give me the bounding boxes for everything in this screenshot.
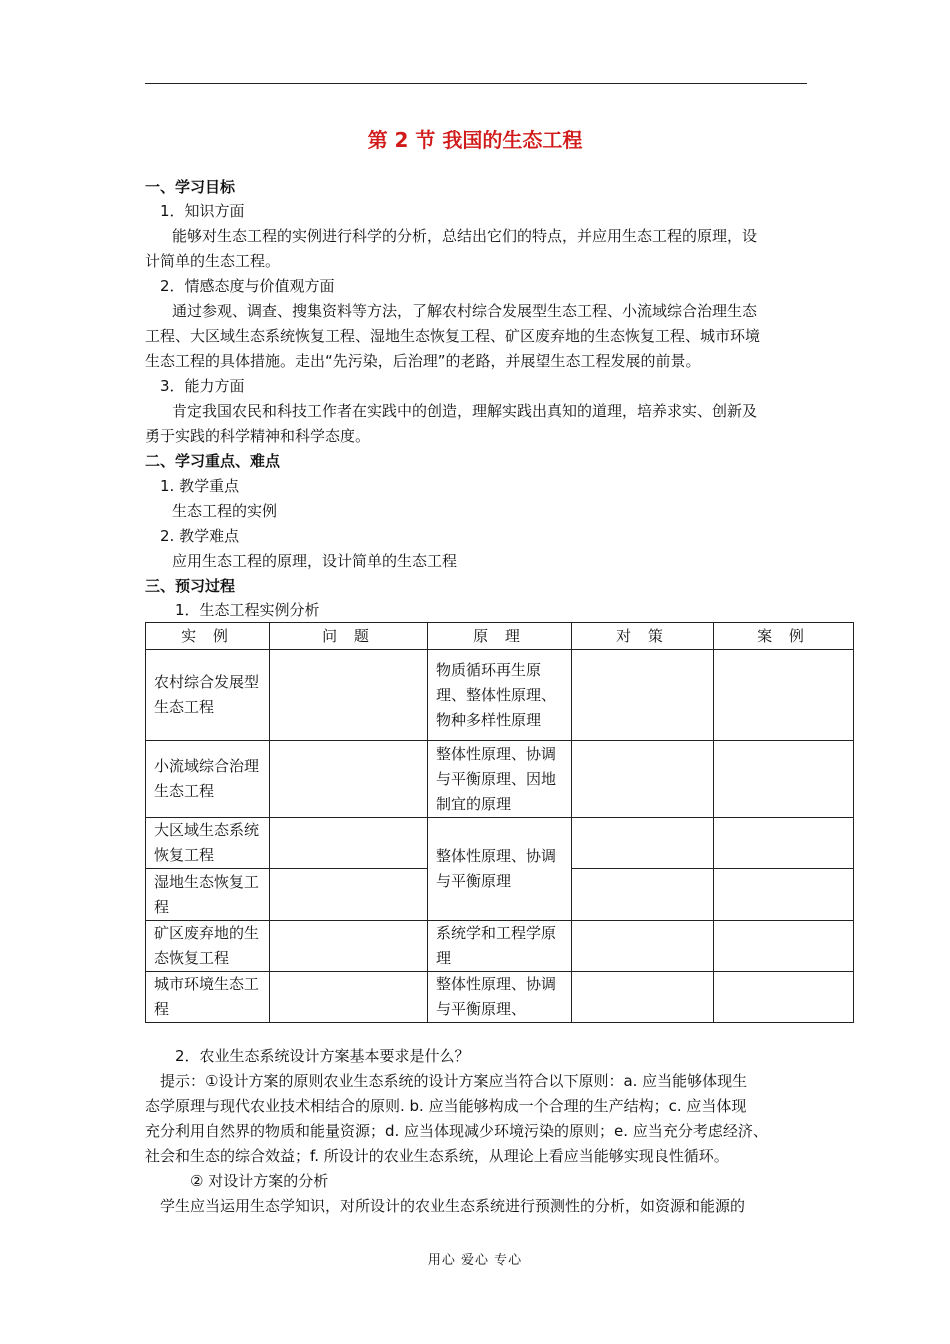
strategy-cell [572,650,714,741]
table-row [146,818,854,869]
column-header: 对 策 [572,623,714,650]
example-cell: 农村综合发展型生态工程 [146,650,270,741]
item-case-analysis: 1．生态工程实例分析 [175,601,320,619]
section-1-heading: 一、学习目标 [145,178,236,196]
principle-cell: 整体性原理、协调与平衡原理、因地制宜的原理 [428,741,572,818]
paragraph-line: 社会和生态的综合效益；f. 所设计的农业生态系统，从理论上看应当能够实现良性循环。 [145,1147,729,1165]
paragraph-line: ② 对设计方案的分析 [190,1172,329,1190]
paragraph-line: 肯定我国农民和科技工作者在实践中的创造，理解实践出真知的道理，培养求实、创新及 [172,402,758,420]
table-row [146,650,854,741]
problem-cell [270,650,428,741]
table-row [146,972,854,1023]
item-ability: 3．能力方面 [160,377,245,395]
item-focus: 1. 教学重点 [160,477,240,495]
problem-cell [270,818,428,869]
example-cell: 矿区废弃地的生态恢复工程 [146,921,270,972]
paragraph-line: 工程、大区域生态系统恢复工程、湿地生态恢复工程、矿区废弃地的生态恢复工程、城市环境 [145,327,761,345]
problem-cell [270,741,428,818]
paragraph-line: 能够对生态工程的实例进行科学的分析，总结出它们的特点，并应用生态工程的原理，设 [172,227,758,245]
case-cell [714,921,854,972]
principle-cell: 物质循环再生原理、整体性原理、物种多样性原理 [428,650,572,741]
table-row [146,741,854,818]
strategy-cell [572,741,714,818]
strategy-cell [572,921,714,972]
eco-engineering-table [145,622,854,1023]
paragraph-line: 态学原理与现代农业技术相结合的原则. b. 应当能够构成一个合理的生产结构；c. 应当体现 [145,1097,747,1115]
item-attitude: 2．情感态度与价值观方面 [160,277,335,295]
column-header: 原 理 [428,623,572,650]
column-header: 实 例 [146,623,270,650]
principle-cell: 整体性原理、协调与平衡原理、 [428,972,572,1023]
item-design-requirements: 2．农业生态系统设计方案基本要求是什么？ [175,1047,470,1065]
problem-cell [270,972,428,1023]
paragraph-line: 通过参观、调查、搜集资料等方法，了解农村综合发展型生态工程、小流域综合治理生态 [172,302,758,320]
case-cell [714,741,854,818]
case-cell [714,869,854,921]
example-cell: 大区域生态系统恢复工程 [146,818,270,869]
paragraph-line: 充分利用自然界的物质和能量资源；d. 应当体现减少环境污染的原则；e. 应当充分考虑经济、 [145,1122,768,1140]
paragraph-line: 提示：①设计方案的原则农业生态系统的设计方案应当符合以下原则：a. 应当能够体现生 [160,1072,748,1090]
case-cell [714,818,854,869]
paragraph-line: 计简单的生态工程。 [145,252,281,270]
problem-cell [270,869,428,921]
paragraph-line: 应用生态工程的原理，设计简单的生态工程 [172,552,458,570]
example-cell: 湿地生态恢复工程 [146,869,270,921]
example-cell: 城市环境生态工程 [146,972,270,1023]
table-header-row [146,623,854,650]
principle-cell: 整体性原理、协调与平衡原理 [428,818,572,921]
example-cell: 小流域综合治理生态工程 [146,741,270,818]
paragraph-line: 勇于实践的科学精神和科学态度。 [145,427,371,445]
strategy-cell [572,972,714,1023]
item-knowledge: 1．知识方面 [160,202,245,220]
paragraph-line: 生态工程的实例 [172,502,278,520]
problem-cell [270,921,428,972]
page-title: 第 2 节 我国的生态工程 [367,128,583,152]
column-header: 案 例 [714,623,854,650]
item-difficulty: 2. 教学难点 [160,527,240,545]
strategy-cell [572,869,714,921]
section-2-heading: 二、学习重点、难点 [145,452,281,470]
page-footer: 用心 爱心 专心 [427,1253,523,1268]
paragraph-line: 生态工程的具体措施。走出“先污染，后治理”的老路，并展望生态工程发展的前景。 [145,352,701,370]
paragraph-line: 学生应当运用生态学知识，对所设计的农业生态系统进行预测性的分析，如资源和能源的 [160,1197,746,1215]
section-3-heading: 三、预习过程 [145,577,236,595]
strategy-cell [572,818,714,869]
principle-cell: 系统学和工程学原理 [428,921,572,972]
header-rule [145,83,807,84]
case-cell [714,650,854,741]
case-cell [714,972,854,1023]
column-header: 问 题 [270,623,428,650]
table-row [146,921,854,972]
